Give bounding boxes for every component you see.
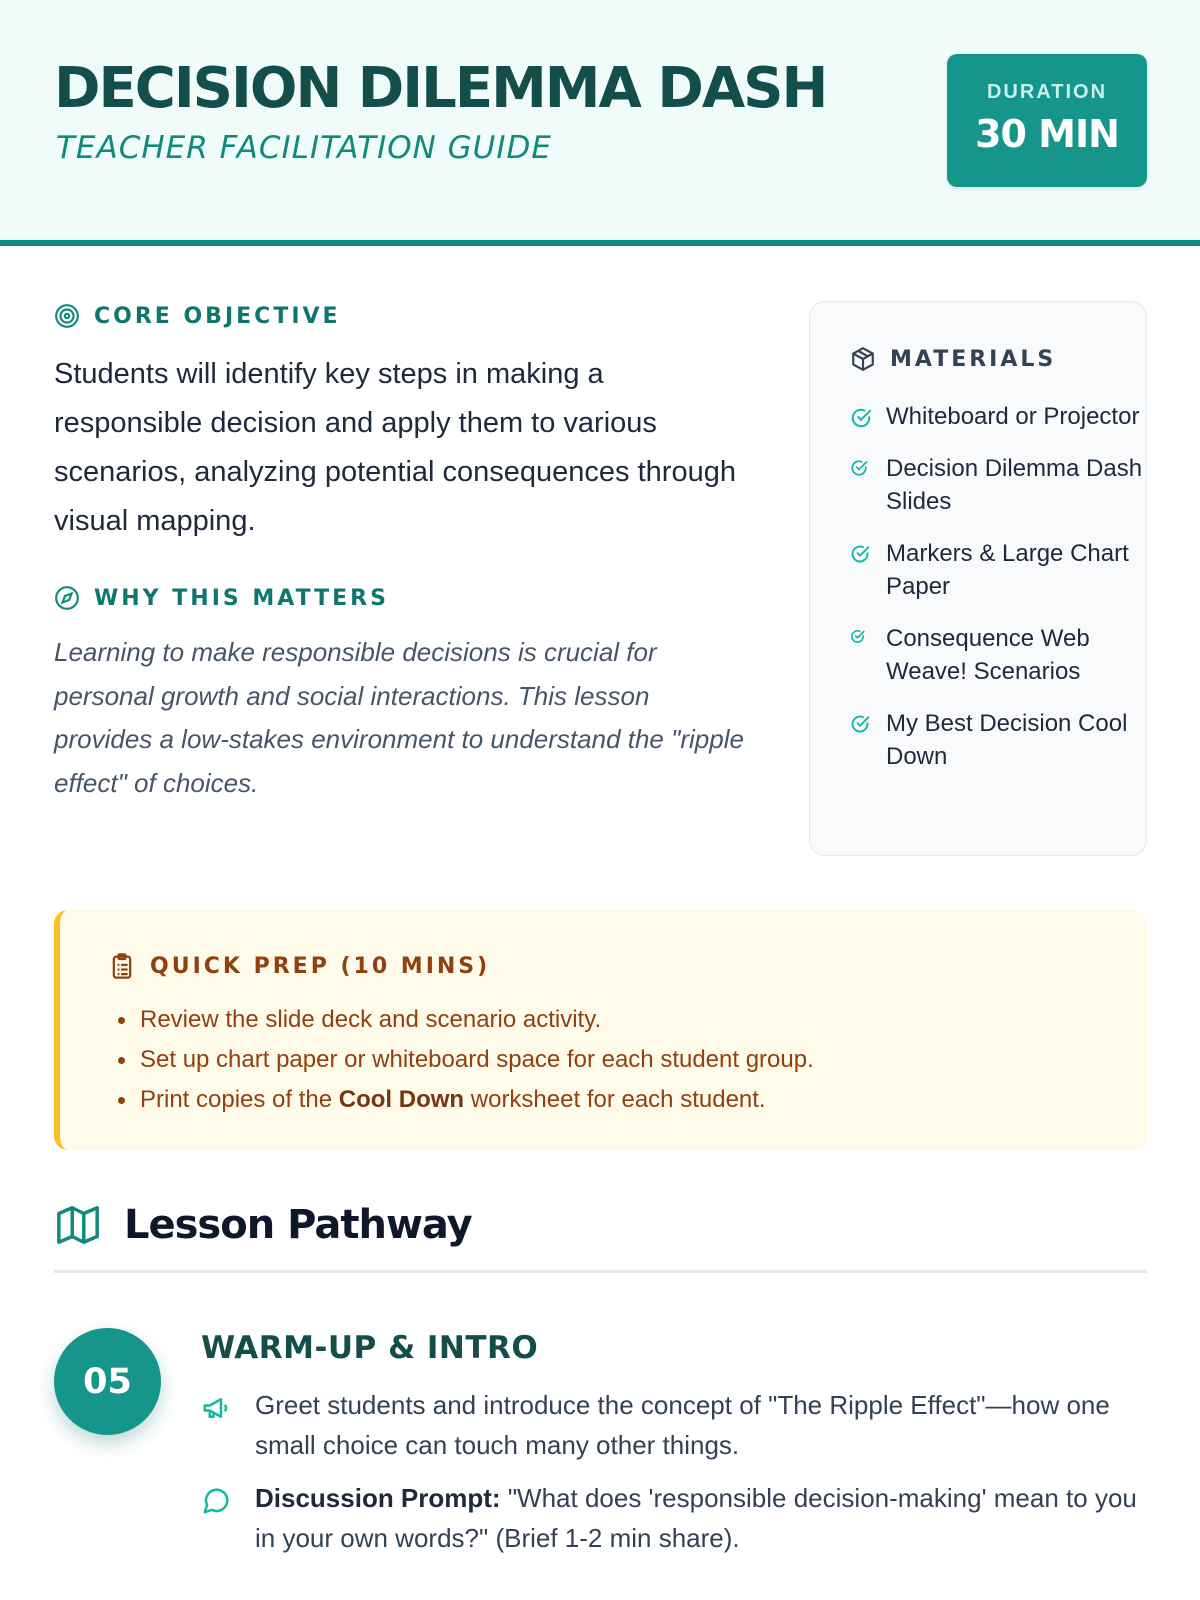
check-circle-icon [850,544,870,564]
step-item-text: Greet students and introduce the concept of "The Ripple Effect"—how one small choice can touch many other things. [255,1390,1110,1460]
map-icon [54,1202,102,1248]
quick-prep-heading [108,952,490,980]
core-objective-heading-text: CORE OBJECTIVE [94,303,341,329]
check-circle-icon [850,714,870,734]
list-item [850,400,1146,433]
why-matters-heading-text: WHY THIS MATTERS [94,585,389,611]
lesson-pathway-heading [54,1202,472,1248]
document-subtitle: TEACHER FACILITATION GUIDE [56,130,552,166]
core-objective-text: Students will identify key steps in making a responsible decision and apply them to various scenarios, analyzing potential consequences through visual mapping. [54,358,736,537]
duration-label: DURATION [986,81,1108,103]
materials-heading [850,346,1056,372]
materials-list [850,400,1146,792]
quick-prep-heading-text: QUICK PREP (10 MINS) [150,953,491,979]
prep-text: Print copies of the [140,1086,339,1113]
package-icon [850,346,876,372]
material-label: Consequence Web Weave! Scenarios [886,625,1090,685]
material-label: Decision Dilemma Dash Slides [886,455,1143,515]
compass-icon [54,585,80,611]
material-label: Markers & Large Chart Paper [886,540,1129,600]
page-header [0,0,1200,246]
why-matters-heading [54,585,389,611]
quick-prep-box [54,910,1147,1150]
prep-bold-text: Cool Down [338,1086,465,1113]
list-item [850,622,1146,688]
check-circle-icon [850,459,868,477]
material-label: My Best Decision Cool Down [886,710,1128,770]
check-circle-icon [850,407,872,429]
core-objective-heading [54,303,341,329]
step-number-badge: 05 [54,1328,161,1435]
list-item [850,707,1146,773]
list-item [140,1080,814,1120]
materials-card [809,301,1147,856]
list-item: Set up chart paper or whiteboard space for each student group. [140,1040,814,1080]
list-item: Review the slide deck and scenario activity. [140,1000,814,1040]
clipboard-icon [108,952,136,980]
quick-prep-list [140,1000,814,1120]
target-icon [54,303,80,329]
prep-text: worksheet for each student. [464,1086,766,1113]
why-matters-text: Learning to make responsible decisions is crucial for personal growth and social interactions. This lesson provides a low-stakes environment to understand the "ripple effect" of choices. [54,637,744,798]
document-title: DECISION DILEMMA DASH [54,56,827,121]
step-item-text: "What does 'responsible decision-making' mean to you in your own words?" (Brief 1-2 min share). [255,1483,1137,1553]
list-item [850,452,1146,518]
divider [54,1270,1147,1273]
materials-heading-text: MATERIALS [890,346,1057,372]
lesson-pathway-title: Lesson Pathway [124,1202,472,1248]
step-item [201,1478,1147,1558]
check-circle-icon [850,629,865,644]
duration-badge [947,54,1147,187]
step-item-bold-text: Discussion Prompt: [255,1483,501,1513]
megaphone-icon [201,1393,231,1423]
material-label: Whiteboard or Projector [886,403,1140,430]
step-title: WARM-UP & INTRO [201,1330,539,1366]
duration-value: 30 MIN [975,112,1119,156]
list-item [850,537,1146,603]
chat-bubble-icon [201,1486,231,1516]
step-item [201,1385,1147,1465]
